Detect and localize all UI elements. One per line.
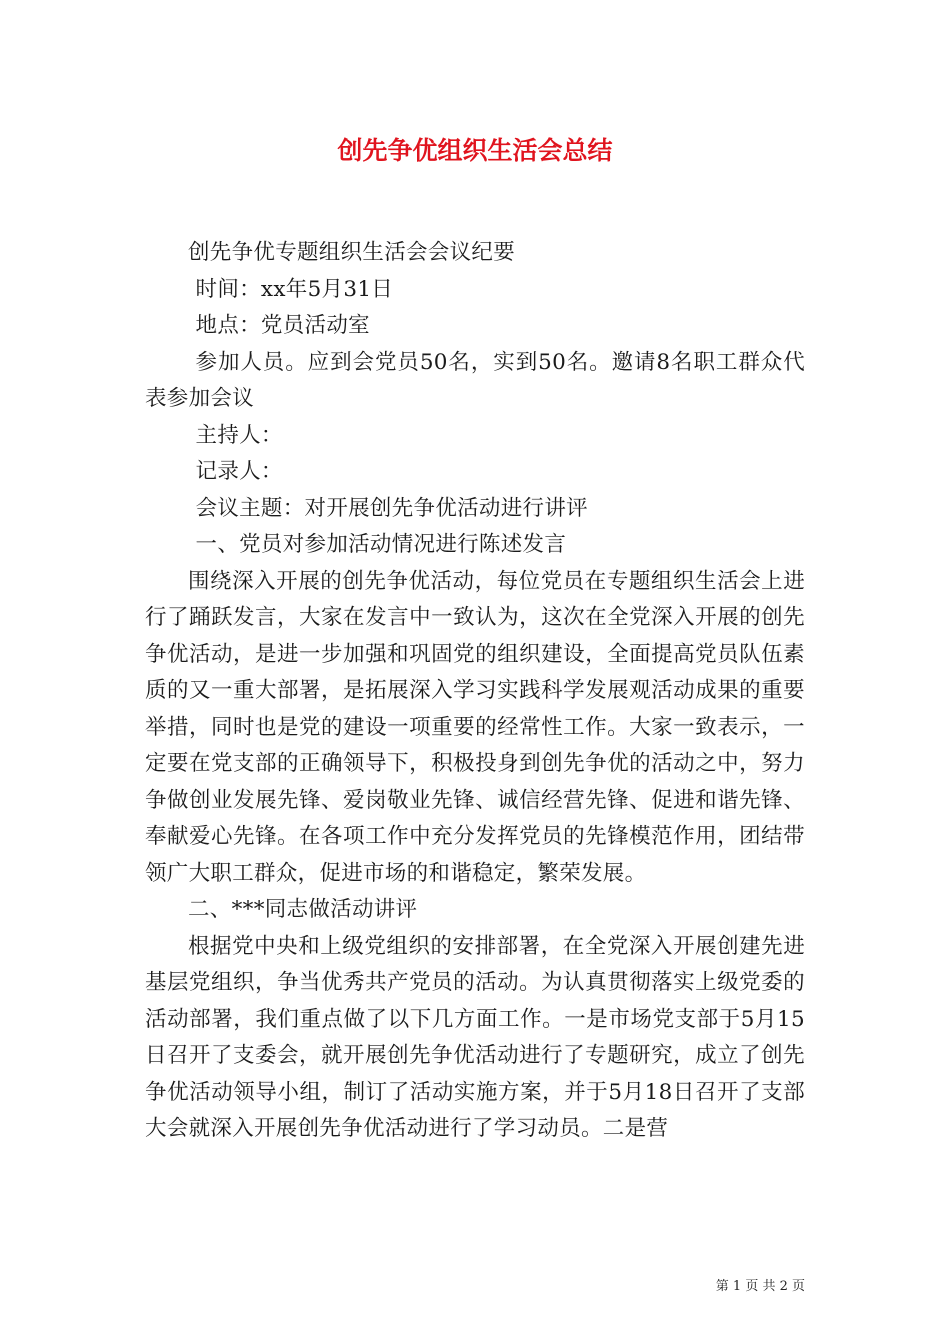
page-footer: 第 1 页 共 2 页 — [715, 1279, 805, 1294]
document-title: 创先争优组织生活会总结 — [337, 136, 613, 165]
paragraph: 二、***同志做活动讲评 — [188, 897, 418, 922]
paragraph: 时间：xx年5月31日 — [195, 276, 394, 302]
document-body — [145, 235, 805, 1148]
paragraph: 根据党中央和上级党组织的安排部署，在全党深入开展创建先进基层党组织，争当优秀共产党员的活动。为认真贯彻落实上级党委的活动部署，我们重点做了以下几方面工作。一是市场党支部于5月15日召开了支委会，就开展创先争优活动进行了专题研究，成立了创先争优活动领导小组，制订了活动实施方案，并于5月18日召开了支部大会就深入开展创先争优活动进行了学习动员。二是营 — [145, 933, 805, 1141]
paragraph: 一、党员对参加活动情况进行陈述发言 — [195, 532, 567, 557]
paragraph: 创先争优专题组织生活会会议纪要 — [188, 240, 516, 265]
paragraph: 会议主题：对开展创先争优活动进行讲评 — [195, 495, 588, 521]
paragraph: 地点：党员活动室 — [195, 313, 370, 338]
paragraph: 参加人员。应到会党员50名，实到50名。邀请8名职工群众代表参加会议 — [145, 349, 805, 411]
paragraph: 围绕深入开展的创先争优活动，每位党员在专题组织生活会上进行了踊跃发言，大家在发言中一致认为，这次在全党深入开展的创先争优活动，是进一步加强和巩固党的组织建设，全面提高党员队伍素质的又一重大部署，是拓展深入学习实践科学发展观活动成果的重要举措，同时也是党的建设一项重要的经常性工作。大家一致表示，一定要在党支部的正确领导下，积极投身到创先争优的活动之中，努力争做创业发展先锋、爱岗敬业先锋、诚信经营先锋、促进和谐先锋、奉献爱心先锋。在各项工作中充分发挥党员的先锋模范作用，团结带领广大职工群众，促进市场的和谐稳定，繁荣发展。 — [145, 568, 805, 886]
paragraph: 主持人： — [195, 422, 283, 448]
paragraph: 记录人： — [195, 459, 283, 484]
